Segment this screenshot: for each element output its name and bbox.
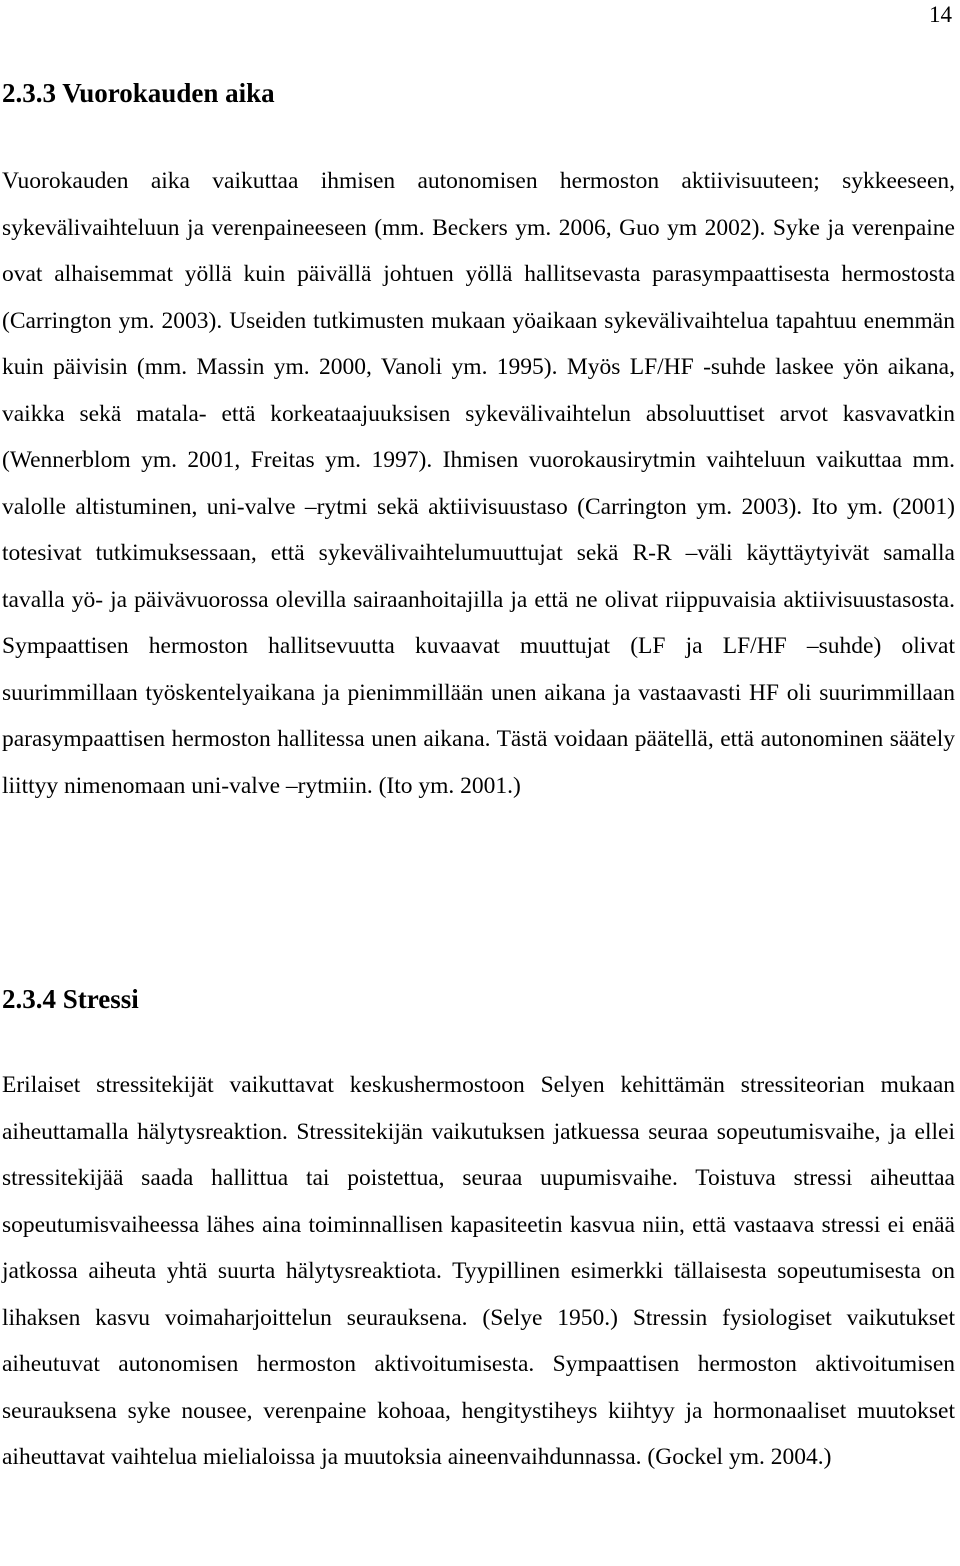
section-paragraph-vuorokauden-aika: Vuorokauden aika vaikuttaa ihmisen autonomisen hermoston aktiivisuuteen; sykkeeseen, sykevälivaihteluun ja verenpaineeseen (mm. Beckers ym. 2006, Guo ym 2002). Syke ja verenpaine ovat alhaisemmat yöllä kuin päivällä johtuen yöllä hallitsevasta parasympaattisesta hermostosta (Carrington ym. 2003). Useiden tutkimusten mukaan yöaikaan sykevälivaihtelua tapahtuu enemmän kuin päivisin (mm. Massin ym. 2000, Vanoli ym. 1995). Myös LF/HF -suhde laskee yön aikana, vaikka sekä matala- että korkeataajuuksisen sykevälivaihtelun absoluuttiset arvot kasvavatkin (Wennerblom ym. 2001, Freitas ym. 1997). Ihmisen vuorokausirytmin vaihteluun vaikuttaa mm. valolle altistuminen, uni-valve –rytmi sekä aktiivisuustaso (Carrington ym. 2003). Ito ym. (2001) totesivat tutkimuksessaan, että sykevälivaihtelumuuttujat sekä R-R –väli käyttäytyivät samalla tavalla yö- ja päivävuorossa olevilla sairaanhoitajilla ja että ne olivat riippuvaisia aktiivisuustasosta. Sympaattisen hermoston hallitsevuutta kuvaavat muuttujat (LF ja LF/HF –suhde) olivat suurimmillaan työskentelyaikana ja pienimmillään unen aikana ja vastaavasti HF oli suurimmillaan parasympaattisen hermoston hallitessa unen aikana. Tästä voidaan päätellä, että autonominen säätely liittyy nimenomaan uni-valve –rytmiin. (Ito ym. 2001.)	[2, 168, 955, 799]
section-heading-vuorokauden-aika: 2.3.3 Vuorokauden aika	[2, 78, 275, 108]
page-number: 14	[929, 2, 952, 27]
section-paragraph-stressi: Erilaiset stressitekijät vaikuttavat keskushermostoon Selyen kehittämän stressiteorian mukaan aiheuttamalla hälytysreaktion. Stressitekijän vaikutuksen jatkuessa seuraa sopeutumisvaihe, ja ellei stressitekijää saada hallittua tai poistettua, seuraa uupumisvaihe. Toistuva stressi aiheuttaa sopeutumisvaiheessa lähes aina toiminnallisen kapasiteetin kasvua niin, että vastaava stressi ei enää jatkossa aiheuta yhtä suurta hälytysreaktiota. Tyypillinen esimerkki tällaisesta sopeutumisesta on lihaksen kasvu voimaharjoittelun seurauksena. (Selye 1950.) Stressin fysiologiset vaikutukset aiheutuvat autonomisen hermoston aktivoitumisesta. Sympaattisen hermoston aktivoitumisen seurauksena syke nousee, verenpaine kohoaa, hengitystiheys kiihtyy ja hormonaaliset muutokset aiheuttavat vaihtelua mielialoissa ja muutoksia aineenvaihdunnassa. (Gockel ym. 2004.)	[2, 1072, 955, 1470]
section-heading-stressi: 2.3.4 Stressi	[2, 984, 139, 1014]
